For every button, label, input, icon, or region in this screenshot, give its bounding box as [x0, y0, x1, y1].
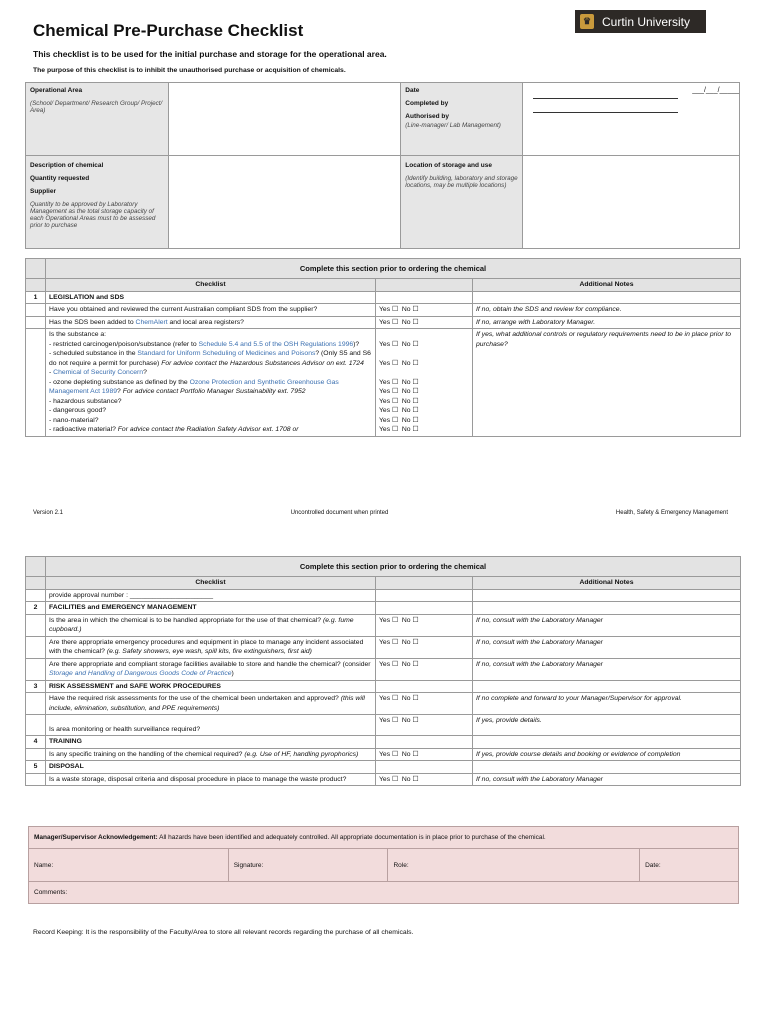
description-field[interactable]	[168, 156, 401, 249]
yes-no-checkboxes[interactable]: Yes ☐ No ☐ Yes ☐ No ☐ Yes ☐ No ☐ Yes ☐ No ☐ Yes ☐ No ☐ Yes ☐ No ☐ Yes ☐ No ☐ Yes ☐ No ☐	[376, 329, 473, 437]
location-label: Location of storage and use (Identify building, laboratory and storage locations, may be multiple locations)	[401, 156, 523, 249]
date-field[interactable]: Date:	[640, 849, 739, 882]
location-field[interactable]	[523, 156, 740, 249]
logo-text: Curtin University	[602, 14, 691, 29]
purpose-text: The purpose of this checklist is to inhibit the unauthorised purchase or acquisition of chemicals.	[33, 67, 346, 74]
question: Have the required risk assessments for the use of the chemical been undertaken and approved? (this will include, elimination, substitution, and PPE requirements)	[46, 693, 376, 715]
question: Has the SDS been added to ChemAlert and local area registers?	[46, 316, 376, 329]
question: Is the area in which the chemical is to be handled appropriate for the use of that chemical? (e.g. fume cupboard.)	[46, 614, 376, 636]
yes-no-checkboxes[interactable]: Yes ☐ No ☐	[376, 715, 473, 736]
storage-code-link[interactable]: Storage and Handling of Dangerous Goods Code of Practice	[49, 670, 232, 677]
checklist-table-page1	[25, 258, 741, 437]
name-field[interactable]: Name:	[29, 849, 229, 882]
question: Have you obtained and reviewed the current Australian compliant SDS from the supplier?	[46, 304, 376, 317]
operational-area-label: Operational Area (School/ Department/ Research Group/ Project/ Area)	[26, 83, 169, 156]
additional-note: If no, obtain the SDS and review for compliance.	[473, 304, 741, 317]
yes-no-checkboxes[interactable]: Yes ☐ No ☐	[376, 693, 473, 715]
security-concern-link[interactable]: Chemical of Security Concern	[53, 369, 144, 376]
acknowledgement-statement: Manager/Supervisor Acknowledgement: All hazards have been identified and adequately controlled. All appropriate documentation is in place prior to purchase of the chemical.	[29, 827, 739, 849]
col-notes: Additional Notes	[473, 577, 741, 590]
yes-no-checkboxes[interactable]: Yes ☐ No ☐	[376, 614, 473, 636]
comments-field[interactable]: Comments:	[29, 882, 739, 904]
page-title: Chemical Pre-Purchase Checklist	[33, 21, 304, 40]
col-checklist: Checklist	[46, 279, 376, 292]
question: Is area monitoring or health surveillance required?	[46, 715, 376, 736]
section-heading: RISK ASSESSMENT and SAFE WORK PROCEDURES	[46, 680, 376, 693]
col-notes: Additional Notes	[473, 279, 741, 292]
col-checklist: Checklist	[46, 577, 376, 590]
record-keeping-note: Record Keeping: It is the responsibility of the Faculty/Area to store all relevant records regarding the purchase of all chemicals.	[33, 929, 414, 936]
question: Are there appropriate emergency procedures and equipment in place to manage any incident associated with the chemical? (e.g. Safety showers, eye wash, spill kits, fire extinguishers, first aid)	[46, 636, 376, 658]
info-table	[25, 82, 740, 249]
section-number: 1	[26, 291, 46, 304]
page-footer: Version 2.1 Uncontrolled document when printed Health, Safety & Emergency Management	[33, 510, 728, 516]
section-heading: TRAINING	[46, 736, 376, 749]
section-title: Complete this section prior to ordering the chemical	[46, 557, 741, 577]
question: Are there appropriate and compliant storage facilities available to store and handle the chemical? (consider Storage and Handling of Dangerous Goods Code of Practice)	[46, 658, 376, 680]
section-heading: DISPOSAL	[46, 761, 376, 774]
description-label: Description of chemical Quantity requested Supplier Quantity to be approved by Laboratory Management as the total storage capacity of each Operational Areas must to be assessed prior to purchase	[26, 156, 169, 249]
question: Is a waste storage, disposal criteria and disposal procedure in place to manage the waste product?	[46, 773, 376, 786]
authorised-by-line[interactable]	[533, 111, 678, 113]
yes-no-checkboxes[interactable]: Yes ☐ No ☐	[376, 658, 473, 680]
ozone-act-link[interactable]: Ozone Protection and Synthetic Greenhouse Gas Management Act 1989	[49, 378, 339, 395]
checklist-table-page2: Complete this section prior to ordering the chemical Checklist Additional Notes provide approval number : ______________________ 2 FACILITIES and EMERGENCY MANAGEMENT Is the area in which the chemical is to be handled appropriate for the use of that chemical? (e.g. fume cupboard.) Yes ☐ No ☐ If no, consult with the Laboratory Manager Are there appropriate emergency procedures and equipment in place to manage any incident associated with the chemical? (e.g. Safety showers, eye wash, spill kits, fire extinguishers, first aid) Yes ☐ No ☐ If no, consult with the Laboratory Manager Are there appropriate and compliant storage facilities available to store and handle the chemical? (consider Storage and Handling of Dangerous Goods Code of Practice) Yes ☐ No ☐ If no, consult with the Laboratory Manager 3 RISK ASSESSMENT and SAFE WORK PROCEDURES Have the required risk assessments for the use of the chemical been undertaken and approved? (this will include, elimination, substitution, and PPE requirements) Yes ☐ No ☐ If no complete and forward to your Manager/Supervisor for approval. Is area monitoring or health surveillance required? Yes ☐ No ☐ If yes, provide details. 4 TRAINING Is any specific training on the handling of the chemical required? (e.g. Use of HF, handling pyrophorics) Yes ☐ No ☐ If yes, provide course details and booking or evidence of completion 5 DISPOSAL Is a waste storage, disposal criteria and disposal procedure in place to manage the waste product? Yes ☐ No ☐ If no, consult with the Laboratory Manager	[25, 556, 741, 786]
section-heading: FACILITIES and EMERGENCY MANAGEMENT	[46, 602, 376, 615]
yes-no-checkboxes[interactable]: Yes ☐ No ☐	[376, 636, 473, 658]
approval-number-field[interactable]: provide approval number : ______________________	[46, 589, 376, 602]
section-title: Complete this section prior to ordering the chemical	[46, 259, 741, 279]
role-field[interactable]: Role:	[388, 849, 640, 882]
university-logo	[575, 10, 706, 33]
date-completed-labels: Date Completed by Authorised by (Line-manager/ Lab Management)	[401, 83, 523, 156]
section-heading: LEGISLATION and SDS	[46, 291, 376, 304]
acknowledgement-table	[28, 826, 739, 904]
additional-note: If yes, what additional controls or regulatory requirements need to be in place prior to purchase?	[473, 329, 741, 437]
osh-regulations-link[interactable]: Schedule 5.4 and 5.5 of the OSH Regulations 1996	[198, 340, 354, 348]
completed-by-line[interactable]	[533, 97, 678, 99]
yes-no-checkboxes[interactable]: Yes ☐ No ☐	[376, 773, 473, 786]
yes-no-checkboxes[interactable]: Yes ☐ No ☐	[376, 304, 473, 317]
date-completed-fields[interactable]	[523, 83, 740, 156]
signature-field[interactable]: Signature:	[228, 849, 388, 882]
date-field[interactable]: ___/___/_____	[692, 87, 739, 94]
operational-area-field[interactable]	[168, 83, 401, 156]
question: Is any specific training on the handling of the chemical required? (e.g. Use of HF, handling pyrophorics)	[46, 748, 376, 761]
intro-text: This checklist is to be used for the initial purchase and storage for the operational area.	[33, 49, 387, 59]
crest-icon: ♛	[580, 14, 594, 29]
yes-no-checkboxes[interactable]: Yes ☐ No ☐	[376, 316, 473, 329]
question: Is the substance a: - restricted carcinogen/poison/substance (refer to Schedule 5.4 and 5.5 of the OSH Regulations 1996)? - scheduled substance in the Standard for Uniform Scheduling of Medicines and Poisons? (Only S5 and S6 do not require a permit for purchase) For advice contact the Hazardous Substances Advisor on ext. 1724 - Chemical of Security Concern? - ozone depleting substance as defined by the Ozone Protection and Synthetic Greenhouse Gas Management Act 1989? For advice contact Portfolio Manager Sustainability ext. 7952 - hazardous substance? - dangerous good? - nano-material? - radioactive material? For advice contact the Radiation Safety Advisor ext. 1708 or	[46, 329, 376, 437]
yes-no-checkboxes[interactable]: Yes ☐ No ☐	[376, 748, 473, 761]
additional-note: If no, arrange with Laboratory Manager.	[473, 316, 741, 329]
chemalert-link[interactable]: ChemAlert	[135, 318, 168, 326]
poisons-standard-link[interactable]: Standard for Uniform Scheduling of Medicines and Poisons	[137, 350, 316, 357]
